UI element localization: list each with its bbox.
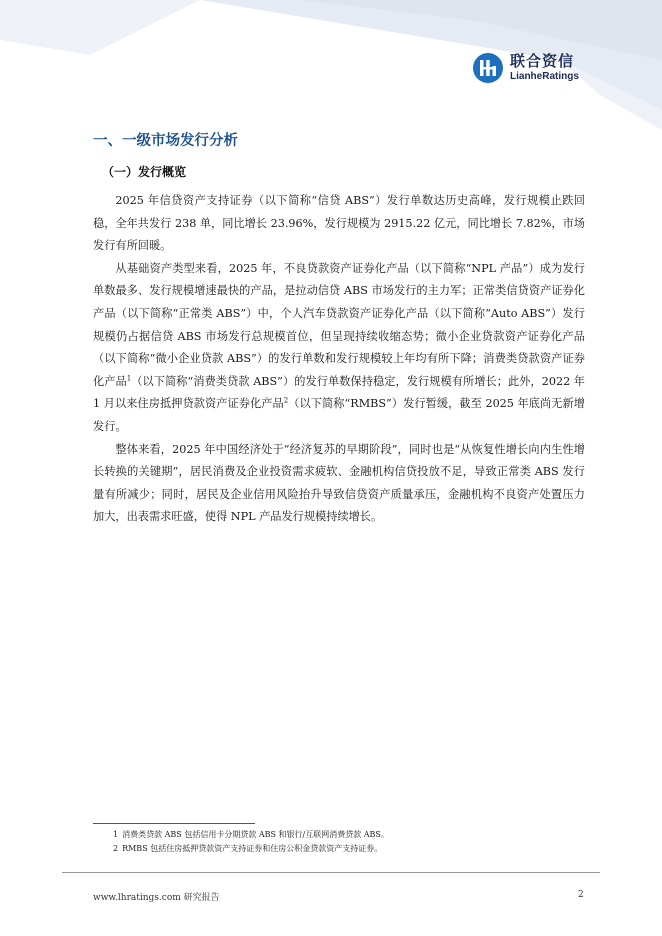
paragraph-2 [93, 258, 585, 439]
footnote-item [113, 842, 389, 856]
paragraph-3: 整体来看，2025 年中国经济处于“经济复苏的早期阶段”，同时也是“从恢复性增长向内生性增长转换的关键期”，居民消费及企业投资需求疲软、金融机构信贷投放不足，导致正常类 ABS 发行量有所减少；同时，居民及企业信用风险抬升导致信贷资产质量承压，金融机构不良资产处置压力加大，出表需求旺盛，使得 NPL 产品发行规模持续增长。 [93, 442, 585, 524]
footnote-list [113, 828, 389, 856]
brand-name-en: LianheRatings [510, 71, 579, 82]
footnote-item [113, 828, 389, 842]
brand-logo [472, 52, 579, 84]
section-heading: 一、一级市场发行分析 [93, 133, 238, 149]
footnote-text: 消费类贷款 ABS 包括信用卡分期贷款 ABS 和银行/互联网消费贷款 ABS。 [122, 830, 389, 839]
brand-name-cn: 联合资信 [510, 52, 575, 70]
body-text [93, 190, 585, 529]
footnote-number: 2 [113, 844, 119, 853]
footnote-ref-2[interactable]: 2 [283, 396, 289, 405]
subsection-heading: （一）发行概览 [102, 165, 187, 179]
footnote-text: RMBS 包括住房抵押贷款资产支持证券和住房公积金贷款资产支持证券。 [122, 844, 383, 853]
paragraph-2-part-a: 从基础资产类型来看，2025 年，不良贷款资产证券化产品（以下简称“NPL 产品”）成为发行单数最多、发行规模增速最快的产品，是拉动信贷 ABS 市场发行的主力军；正常类信贷资产证券化产品（以下简称“正常类 ABS”）中，个人汽车贷款资产证券化产品（以下简称“Auto ABS”）发行规模仍占据信贷 ABS 市场发行总规模首位，但呈现持续收缩态势；微小企业贷款资产证券化产品（以下简称“微小企业贷款 ABS”）的发行单数和发行规模较上年均有所下降；消费类贷款资产证券化产品 [93, 261, 585, 388]
page-number: 2 [578, 890, 584, 900]
footnote-number: 1 [113, 830, 119, 839]
paragraph-2-part-c: （以下简称“RMBS”）发行暂缓，截至 2025 年底尚无新增发行。 [93, 397, 585, 433]
paragraph-2-part-b: （以下简称“消费类贷款 ABS”）的发行单数保持稳定，发行规模有所增长；此外，2022 年 1 月以来住房抵押贷款资产证券化产品 [93, 374, 585, 411]
paragraph-1: 2025 年信贷资产支持证券（以下简称“信贷 ABS”）发行单数达历史高峰，发行规模止跌回稳，全年共发行 238 单，同比增长 23.96%，发行规模为 2915.22 亿元，同比增长 7.82%，市场发行有所回暖。 [93, 194, 585, 253]
footer-divider [62, 872, 600, 873]
logo-mark-icon [472, 52, 504, 84]
footnote-ref-1[interactable]: 1 [126, 374, 132, 383]
footnote-divider [93, 823, 255, 824]
footer-website[interactable]: www.lhratings.com 研究报告 [93, 893, 220, 903]
